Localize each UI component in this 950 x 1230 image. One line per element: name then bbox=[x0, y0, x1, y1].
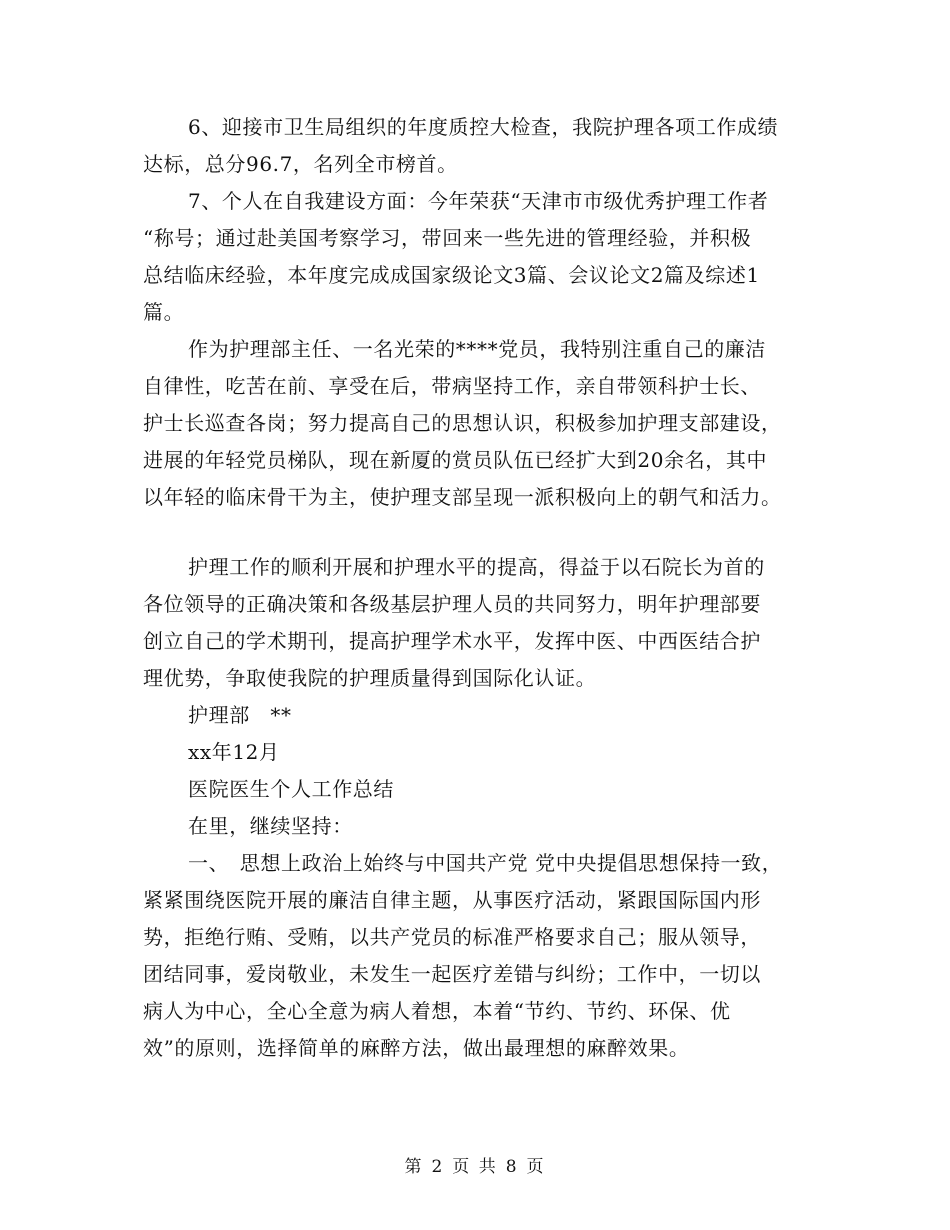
paragraph-line: 7、个人在自我建设方面：今年荣获“天津市市级优秀护理工作者 bbox=[188, 189, 769, 213]
paragraph-line: 护士长巡查各岗；努力提高自己的思想认识，积极参加护理支部建设， bbox=[143, 411, 782, 435]
paragraph-line: 团结同事，爱岗敬业，未发生一起医疗差错与纠纷；工作中，一切以 bbox=[143, 962, 761, 986]
page-footer bbox=[0, 1152, 950, 1177]
paragraph-line: “称号；通过赴美国考察学习，带回来一些先进的管理经验，并积极 bbox=[143, 226, 752, 250]
footer-prefix: 第 bbox=[404, 1157, 424, 1177]
paragraph-line: 自律性，吃苦在前、享受在后，带病坚持工作，亲自带领科护士长、 bbox=[143, 374, 761, 398]
paragraph-line: 作为护理部主任、一名光荣的****党员，我特别注重自己的廉洁 bbox=[188, 337, 766, 361]
paragraph-line: 效”的原则，选择简单的麻醉方法，做出最理想的麻醉效果。 bbox=[143, 1036, 690, 1060]
footer-suffix: 页 bbox=[526, 1157, 546, 1177]
paragraph-line: 护理工作的顺利开展和护理水平的提高，得益于以石院长为首的 bbox=[188, 555, 765, 579]
paragraph-line: 病人为中心，全心全意为病人着想，本着“节约、节约、环保、优 bbox=[143, 999, 731, 1023]
section-title: 医院医生个人工作总结 bbox=[188, 777, 394, 801]
paragraph-line: 6、迎接市卫生局组织的年度质控大检查，我院护理各项工作成绩 bbox=[188, 115, 779, 139]
signature-department: 护理部 ** bbox=[188, 703, 292, 727]
footer-total-pages: 8 bbox=[505, 1157, 519, 1177]
paragraph-line: 在里，继续坚持： bbox=[188, 814, 353, 838]
paragraph-line: 达标，总分96.7，名列全市榜首。 bbox=[143, 152, 458, 176]
paragraph-line: 势，拒绝行贿、受贿，以共产党员的标准严格要求自己；服从领导， bbox=[143, 925, 761, 949]
paragraph-line: 各位领导的正确决策和各级基层护理人员的共同努力，明年护理部要 bbox=[143, 592, 761, 616]
paragraph-line: 进展的年轻党员梯队，现在新厦的赏员队伍已经扩大到20余名，其中 bbox=[143, 448, 768, 472]
paragraph-line: 篇。 bbox=[143, 300, 185, 324]
footer-mid: 页 共 bbox=[452, 1157, 498, 1177]
paragraph-line: 总结临床经验，本年度完成成国家级论文3篇、会议论文2篇及综述1 bbox=[143, 263, 760, 287]
paragraph-line: 创立自己的学术期刊，提高护理学术水平，发挥中医、中西医结合护 bbox=[143, 629, 761, 653]
footer-page-number: 2 bbox=[431, 1157, 445, 1177]
paragraph-line: 一、 思想上政治上始终与中国共产党 党中央提倡思想保持一致， bbox=[188, 851, 783, 875]
signature-date: xx年12月 bbox=[188, 740, 280, 764]
paragraph-line: 紧紧围绕医院开展的廉洁自律主题，从事医疗活动，紧跟国际国内形 bbox=[143, 888, 761, 912]
paragraph-line: 理优势，争取使我院的护理质量得到国际化认证。 bbox=[143, 666, 597, 690]
paragraph-line: 以年轻的临床骨干为主，使护理支部呈现一派积极向上的朝气和活力。 bbox=[143, 485, 782, 509]
